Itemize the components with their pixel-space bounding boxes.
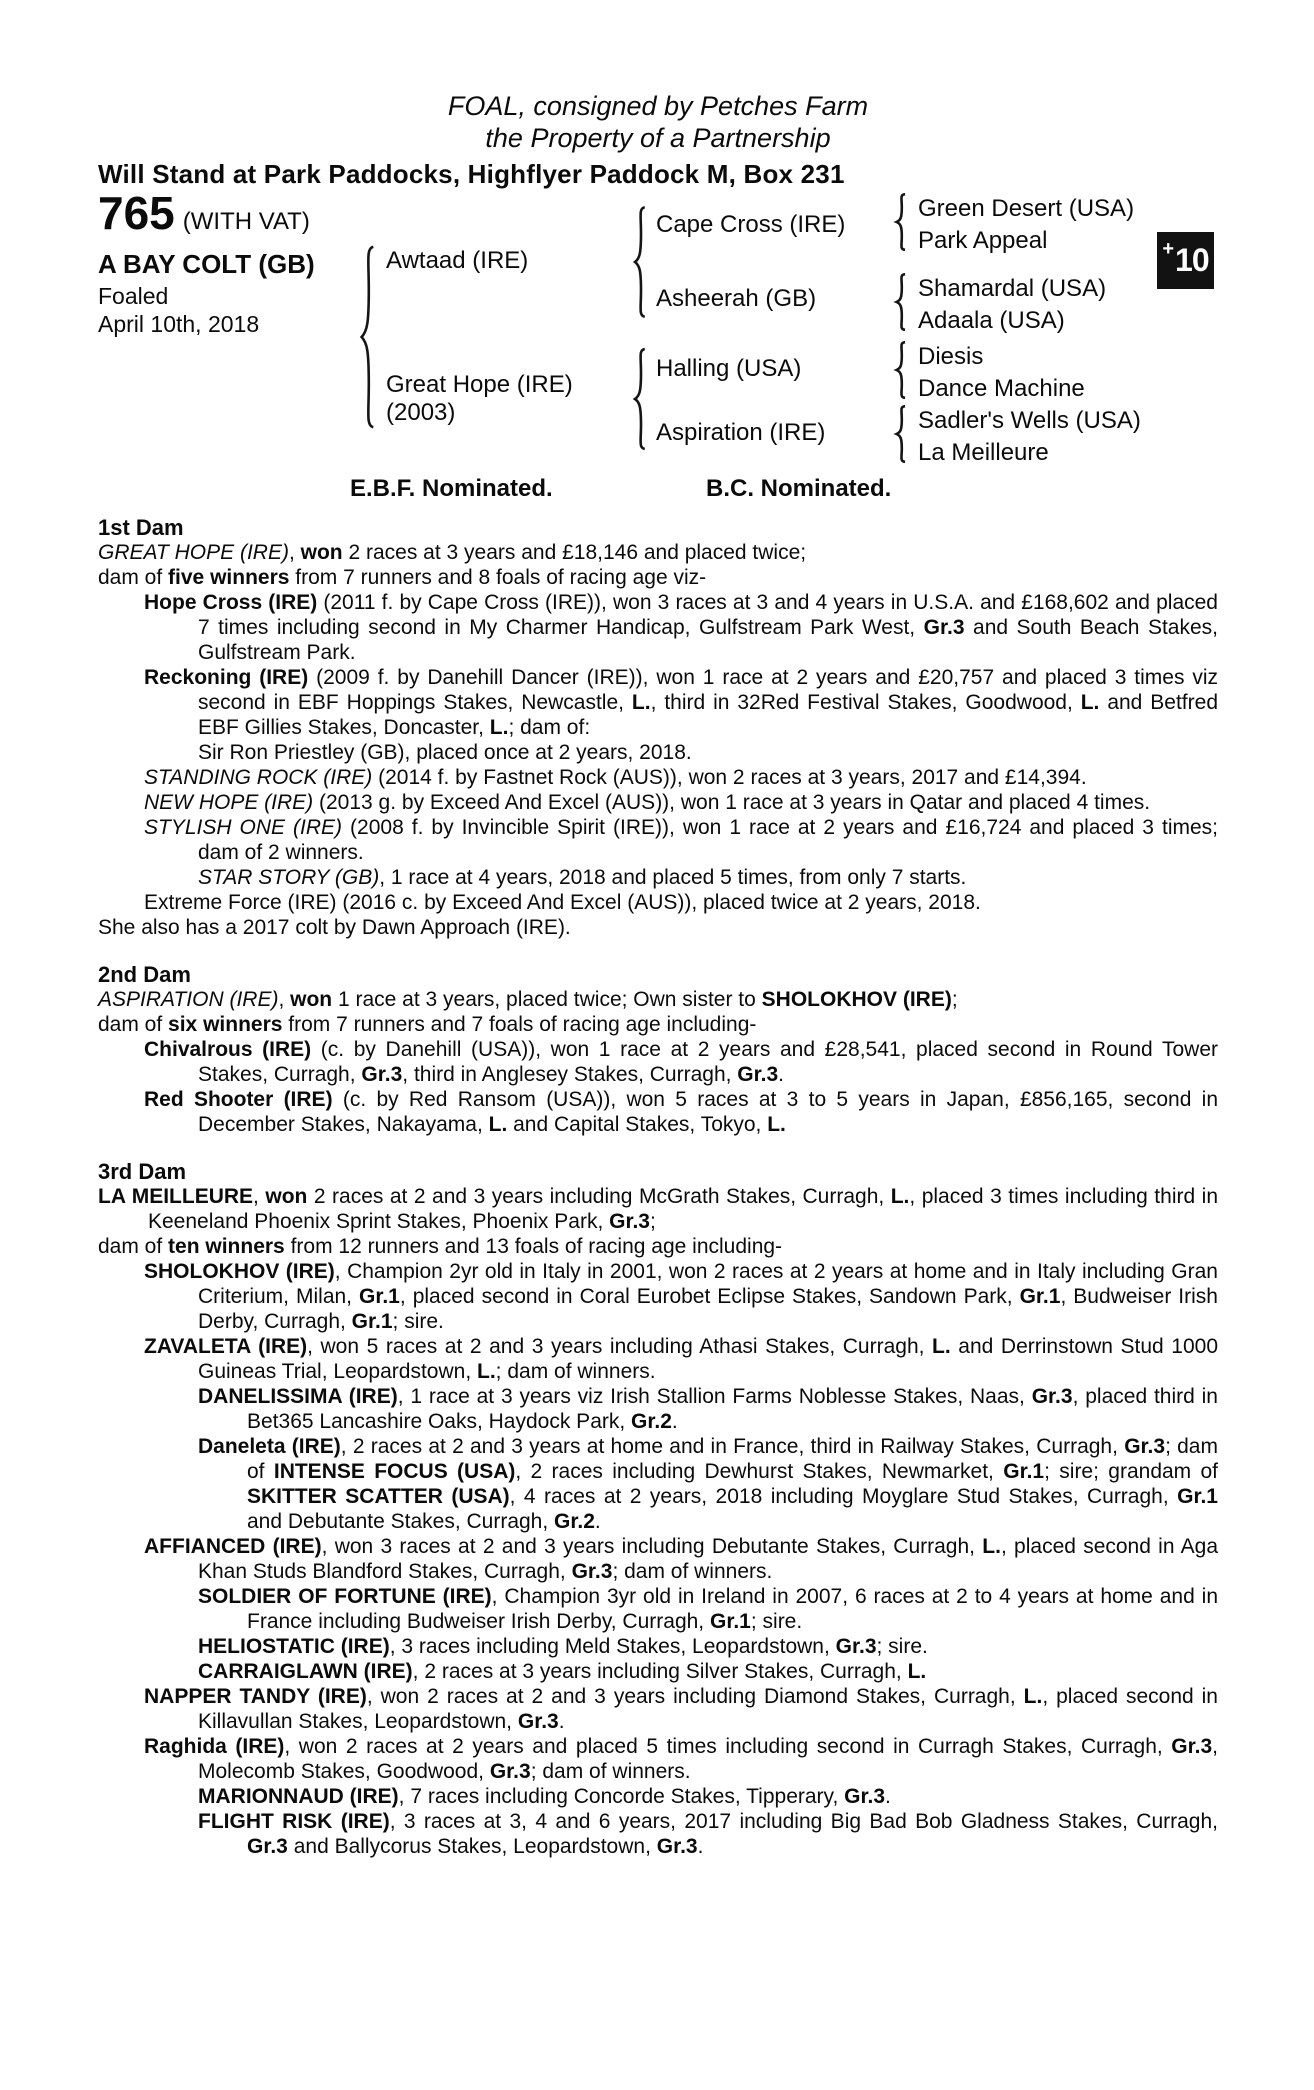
catalogue-paragraph: STYLISH ONE (IRE) (2008 f. by Invincible Spirit (IRE)), won 1 race at 2 years and £16,724 and placed 3 times; dam of 2 winners. [144,816,1218,864]
catalogue-paragraph: Chivalrous (IRE) (c. by Danehill (USA)), won 1 race at 2 years and £28,541, placed second in Round Tower Stakes, Curragh, Gr.3, third in Anglesey Stakes, Curragh, Gr.3. [144,1038,1218,1086]
property-line: the Property of a Partnership [485,123,831,153]
dam-parents-brace [632,347,647,451]
catalogue-paragraph: STANDING ROCK (IRE) (2014 f. by Fastnet Rock (AUS)), won 2 races at 3 years, 2017 and £14,394. [144,766,1087,789]
colt-description: A BAY COLT (GB) [98,249,315,279]
catalogue-paragraph: Extreme Force (IRE) (2016 c. by Exceed And Excel (AUS)), placed twice at 2 years, 2018. [144,891,981,914]
page-number: 10 [1175,242,1209,278]
lot-number: 765 [98,187,175,239]
catalogue-paragraph: ZAVALETA (IRE), won 5 races at 2 and 3 years including Athasi Stakes, Curragh, L. and Derrinstown Stud 1000 Guineas Trial, Leopardstown, L.; dam of winners. [144,1335,1218,1383]
foaled-date: April 10th, 2018 [98,311,260,337]
catalogue-paragraph: AFFIANCED (IRE), won 3 races at 2 and 3 years including Debutante Stakes, Curragh, L., placed second in Aga Khan Studs Blandford Stakes, Curragh, Gr.3; dam of winners. [144,1535,1218,1583]
pedigree-gg-1: Green Desert (USA) [918,195,1135,222]
pedigree-dam-dam: Aspiration (IRE) [656,419,826,446]
pedigree-gg-5: Diesis [918,343,984,370]
pedigree-dam-year: (2003) [386,399,456,426]
parents-brace [358,243,376,431]
vat-note: (WITH VAT) [182,208,310,235]
catalogue-paragraph: MARIONNAUD (IRE), 7 races including Concorde Stakes, Tipperary, Gr.3. [198,1785,891,1808]
gg-brace-1 [894,193,907,251]
sire-parents-brace [632,205,647,319]
catalogue-paragraph: NEW HOPE (IRE) (2013 g. by Exceed And Excel (AUS)), won 1 race at 3 years in Qatar and placed 4 times. [144,791,1151,814]
catalogue-paragraph: DANELISSIMA (IRE), 1 race at 3 years viz Irish Stallion Farms Noblesse Stakes, Naas, Gr.3, placed third in Bet365 Lancashire Oaks, Haydock Park, Gr.2. [198,1385,1218,1433]
section-heading: 2nd Dam [98,962,191,987]
pedigree-gg-2: Park Appeal [918,227,1048,254]
catalogue-paragraph: dam of six winners from 7 runners and 7 foals of racing age including- [98,1013,757,1036]
catalogue-paragraph: Reckoning (IRE) (2009 f. by Danehill Dancer (IRE)), won 1 race at 2 years and £20,757 and placed 3 times viz second in EBF Hoppings Stakes, Newcastle, L., third in 32Red Festival Stakes, Goodwood, L. and Betfred EBF Gillies Stakes, Doncaster, L.; dam of: [144,666,1218,739]
catalogue-paragraph: CARRAIGLAWN (IRE), 2 races at 3 years including Silver Stakes, Curragh, L. [198,1660,927,1683]
consignment-title [98,90,1218,154]
gg-brace-2 [894,273,907,331]
pedigree-gg-3: Shamardal (USA) [918,275,1107,302]
pedigree-panel [98,189,1218,505]
catalogue-paragraph: STAR STORY (GB), 1 race at 4 years, 2018 and placed 5 times, from only 7 starts. [198,866,967,889]
stand-location-line: Will Stand at Park Paddocks, Highflyer Paddock M, Box 231 [98,159,845,189]
pedigree-gg-7: Sadler's Wells (USA) [918,407,1141,434]
sale-catalogue-page [0,90,1314,2090]
catalogue-paragraph: LA MEILLEURE, won 2 races at 2 and 3 years including McGrath Stakes, Curragh, L., placed 3 times including third in Keeneland Phoenix Sprint Stakes, Phoenix Park, Gr.3; [98,1185,1218,1233]
pedigree-gg-8: La Meilleure [918,439,1049,466]
catalogue-paragraph: dam of five winners from 7 runners and 8 foals of racing age viz- [98,566,707,589]
catalogue-paragraph: ASPIRATION (IRE), won 1 race at 3 years, placed twice; Own sister to SHOLOKHOV (IRE); [98,988,958,1011]
pedigree-dam: Great Hope (IRE) [386,371,573,398]
section-heading: 1st Dam [98,515,184,540]
ebf-nomination: E.B.F. Nominated. [350,475,553,502]
catalogue-paragraph: SOLDIER OF FORTUNE (IRE), Champion 3yr old in Ireland in 2007, 6 races at 2 to 4 years at home and in France including Budweiser Irish Derby, Curragh, Gr.1; sire. [198,1585,1218,1633]
catalogue-paragraph: Sir Ron Priestley (GB), placed once at 2 years, 2018. [198,741,692,764]
catalogue-paragraph: NAPPER TANDY (IRE), won 2 races at 2 and 3 years including Diamond Stakes, Curragh, L., placed second in Killavullan Stakes, Leopardstown, Gr.3. [144,1685,1218,1733]
lot-row [98,187,310,239]
catalogue-paragraph: Raghida (IRE), won 2 races at 2 years and placed 5 times including second in Curragh Stakes, Curragh, Gr.3, Molecomb Stakes, Goodwood, Gr.3; dam of winners. [144,1735,1219,1783]
catalogue-paragraph: Daneleta (IRE), 2 races at 2 and 3 years at home and in France, third in Railway Stakes, Curragh, Gr.3; dam of INTENSE FOCUS (USA), 2 races including Dewhurst Stakes, Newmarket, Gr.1; sire; grandam of SKITTER SCATTER (USA), 4 races at 2 years, 2018 including Moyglare Stud Stakes, Curragh, Gr.1 and Debutante Stakes, Curragh, Gr.2. [198,1435,1219,1533]
page-content [0,90,1314,1859]
pedigree-gg-4: Adaala (USA) [918,307,1065,334]
consigned-line: FOAL, consigned by Petches Farm [447,91,869,121]
plus-icon: + [1162,238,1175,260]
gg-brace-3 [894,341,907,399]
gg-brace-4 [894,405,907,463]
section-heading: 3rd Dam [98,1159,187,1184]
catalogue-paragraph: GREAT HOPE (IRE), won 2 races at 3 years and £18,146 and placed twice; [98,541,807,564]
catalogue-paragraph: Red Shooter (IRE) (c. by Red Ransom (USA)), won 5 races at 3 to 5 years in Japan, £856,165, second in December Stakes, Nakayama, L. and Capital Stakes, Tokyo, L. [144,1088,1218,1136]
catalogue-paragraph: HELIOSTATIC (IRE), 3 races including Meld Stakes, Leopardstown, Gr.3; sire. [198,1635,928,1658]
pedigree-sire: Awtaad (IRE) [386,247,529,274]
catalogue-paragraph: dam of ten winners from 12 runners and 13 foals of racing age including- [98,1235,783,1258]
catalogue-paragraph: FLIGHT RISK (IRE), 3 races at 3, 4 and 6 years, 2017 including Big Bad Bob Gladness Stakes, Curragh, Gr.3 and Ballycorus Stakes, Leopardstown, Gr.3. [198,1810,1218,1858]
pedigree-dam-sire: Halling (USA) [656,355,802,382]
pedigree-sire-dam: Asheerah (GB) [656,285,817,312]
catalogue-paragraph: SHOLOKHOV (IRE), Champion 2yr old in Italy in 2001, won 2 races at 2 years at home and in Italy including Gran Criterium, Milan, Gr.1, placed second in Coral Eurobet Eclipse Stakes, Sandown Park, Gr.1, Budweiser Irish Derby, Curragh, Gr.1; sire. [144,1260,1218,1333]
pedigree-sire-sire: Cape Cross (IRE) [656,211,846,238]
dam-sections [98,515,1218,1859]
pedigree-gg-6: Dance Machine [918,375,1085,402]
catalogue-paragraph: She also has a 2017 colt by Dawn Approach (IRE). [98,916,571,939]
catalogue-paragraph: Hope Cross (IRE) (2011 f. by Cape Cross (IRE)), won 3 races at 3 and 4 years in U.S.A. and £168,602 and placed 7 times including second in My Charmer Handicap, Gulfstream Park West, Gr.3 and South Beach Stakes, Gulfstream Park. [144,591,1218,664]
foaled-label: Foaled [98,283,169,309]
bc-nomination: B.C. Nominated. [706,475,892,502]
